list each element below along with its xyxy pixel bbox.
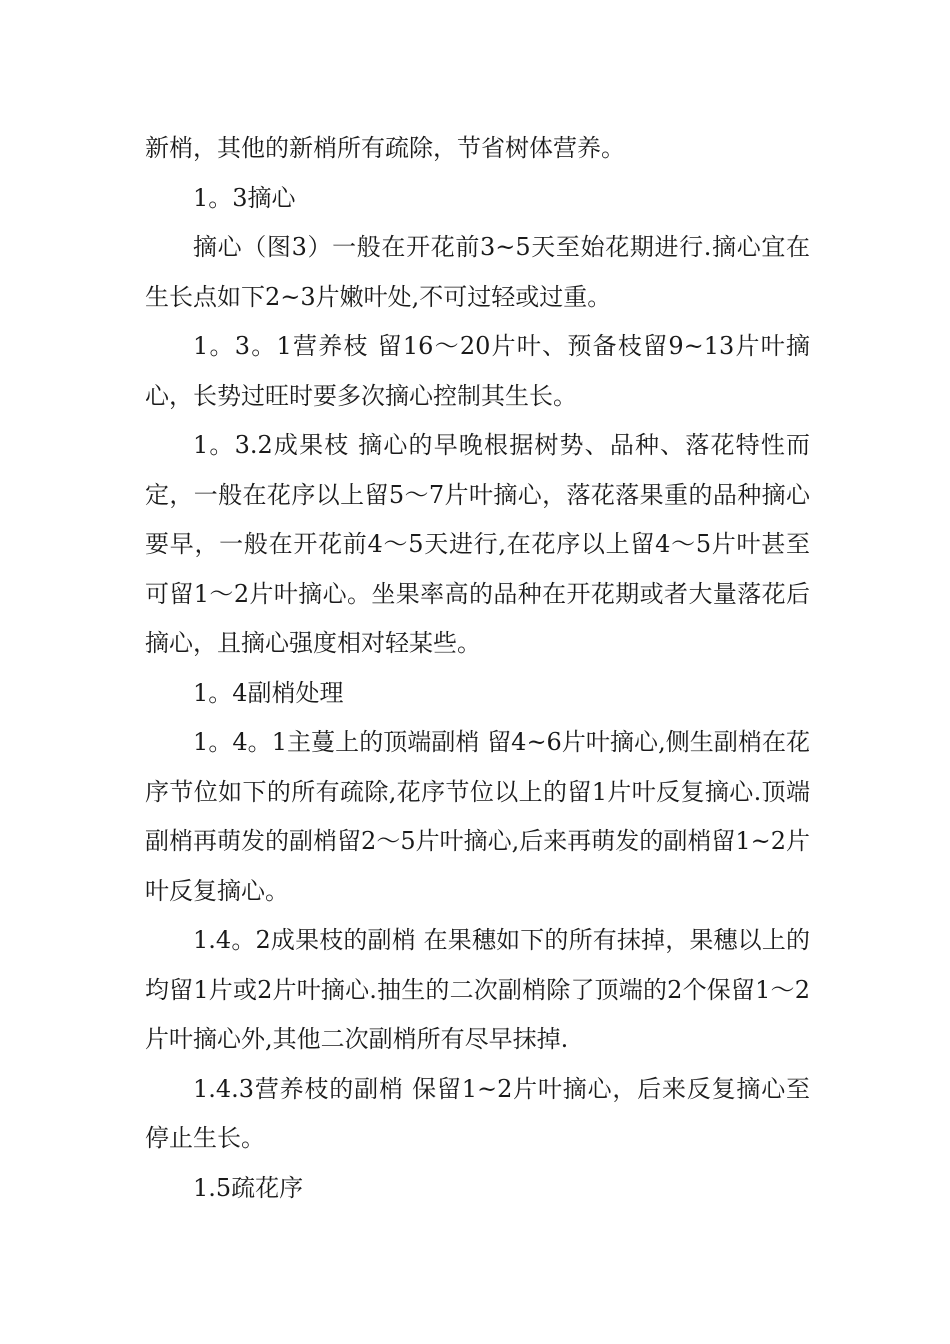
paragraph-1-4-3: 1.4.3营养枝的副梢 保留1~2片叶摘心，后来反复摘心至停止生长。 [145, 1074, 810, 1152]
section-heading-1-4: 1。4副梢处理 [193, 678, 344, 707]
section-heading-1-5: 1.5疏花序 [193, 1173, 304, 1202]
paragraph-continuation: 新梢，其他的新梢所有疏除，节省树体营养。 [145, 134, 625, 162]
paragraph-1-4-1: 1。4。1主蔓上的顶端副梢 留4~6片叶摘心,侧生副梢在花序节位如下的所有疏除,花序节位以上的留1片叶反复摘心.顶端副梢再萌发的副梢留2～5片叶摘心,后来再萌发的副梢留1~2片叶反复摘心。 [145, 728, 810, 905]
document-body [145, 124, 810, 1213]
paragraph-topping: 摘心（图3）一般在开花前3~5天至始花期进行.摘心宜在生长点如下2~3片嫩叶处,不可过轻或过重。 [145, 233, 810, 311]
paragraph-1-3-1: 1。3。1营养枝 留16～20片叶、预备枝留9~13片叶摘心，长势过旺时要多次摘心控制其生长。 [145, 332, 810, 410]
paragraph-1-3-2: 1。3.2成果枝 摘心的早晚根据树势、品种、落花特性而定，一般在花序以上留5～7片叶摘心，落花落果重的品种摘心要早，一般在开花前4～5天进行,在花序以上留4～5片叶甚至可留1～2片叶摘心。坐果率高的品种在开花期或者大量落花后摘心，且摘心强度相对轻某些。 [145, 431, 810, 657]
section-heading-1-3: 1。3摘心 [193, 183, 296, 212]
paragraph-1-4-2: 1.4。2成果枝的副梢 在果穗如下的所有抹掉，果穗以上的均留1片或2片叶摘心.抽生的二次副梢除了顶端的2个保留1～2片叶摘心外,其他二次副梢所有尽早抹掉. [145, 926, 810, 1053]
